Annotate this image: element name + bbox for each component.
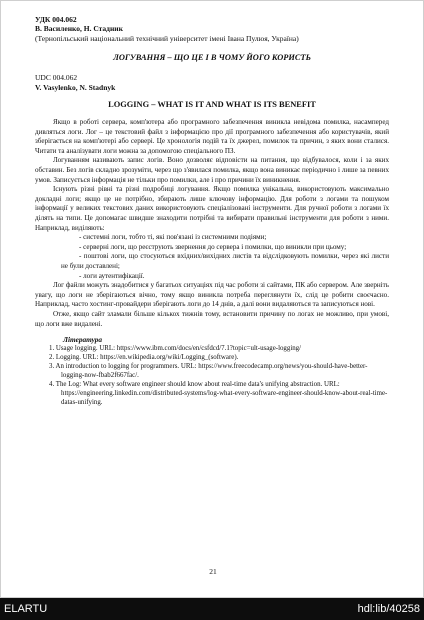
udc-en: UDC 004.062 bbox=[35, 73, 78, 83]
handle-id: hdl:lib/40258 bbox=[357, 603, 420, 615]
page-content bbox=[35, 15, 389, 407]
list-item-server-logs: - серверні логи, що реєструють звернення до сервера і помилки, що виникли при цьому; bbox=[79, 242, 347, 251]
reference-item: 4. The Log: What every software engineer should know about real-time data's unifying abstraction. URL: https://engineering.linkedin.com/distributed-systems/log-what-every-software-engineer-should-know-about-real-time-datas-unifying. bbox=[49, 380, 388, 406]
title-uk: ЛОГУВАННЯ – ЩО ЦЕ І В ЧОМУ ЙОГО КОРИСТЬ bbox=[113, 53, 311, 63]
list-item-system-logs: - системні логи, тобто ті, які пов'язані із системними подіями; bbox=[79, 233, 267, 242]
authors-uk: В. Василенко, Н. Стадник bbox=[35, 24, 123, 34]
body-paragraph-3: Існують різні рівні та різні подробиці логування. Якщо помилка унікальна, використовують максимально докладні логи; якщо це не потрібно, збирають лише ключову інформацію. Для роботи з логами та пошуком інформації у великих текстових даних використовують спеціалізовані інструменти. Для ручної роботи з логами їх ділять на типи. Це допомагає швидше знаходити потрібні та вибирати правильні інструменти для роботи з ними. Наприклад, виділяють: bbox=[35, 185, 389, 232]
body-paragraph-5: Отже, якщо сайт зламали більше кількох тижнів тому, встановити причину по логах не можливо, при умові, що логи вже видалені. bbox=[35, 309, 389, 328]
title-en: LOGGING – WHAT IS IT AND WHAT IS ITS BENEFIT bbox=[108, 100, 316, 110]
repository-footer-bar bbox=[0, 598, 424, 620]
repository-name: ELARTU bbox=[4, 603, 48, 615]
udc-uk: УДК 004.062 bbox=[35, 15, 77, 24]
body-paragraph-1: Якщо в роботі сервера, комп'ютера або програмного забезпечення виникла невідома помилка, насамперед дивляться логи. Лог – це текстовий файл з інформацією про дії програмного забезпечення або користувачів, який зберігається на комп'ютері або сервері. Це хронологія подій та їх джерел, помилок та причин, з яких вони сталися. Читати та аналізувати логи можна за допомогою спеціального ПЗ. bbox=[35, 118, 389, 155]
reference-item: 1. Usage logging. URL: https://www.ibm.com/docs/en/csfdcd/7.1?topic=ult-usage-logging/ bbox=[49, 345, 302, 353]
list-item-auth-logs: - логи аутентифікації. bbox=[79, 271, 145, 280]
references-list bbox=[35, 345, 389, 407]
list-item-mail-logs: - поштові логи, що стосуються вхідних/вихідних листів та відслідковують помилки, через які листи не були доставлені; bbox=[61, 252, 389, 270]
body-paragraph-2: Логуванням називають запис логів. Воно дозволяє відповісти на питання, що відбувалося, коли і за яких обставин. Без логів складно зрозуміти, через що з'явилася помилка, якщо вона виникає періодично і лише за певних умов. Записується інформація не тільки про помилки, але і про причини їх виникнення. bbox=[35, 156, 389, 184]
affiliation-uk: (Тернопільський національний технічний університет імені Івана Пулюя, Україна) bbox=[35, 33, 299, 43]
authors-en: V. Vasylenko, N. Stadnyk bbox=[35, 82, 116, 92]
page-number: 21 bbox=[209, 567, 217, 576]
references-heading: Література bbox=[63, 335, 103, 345]
reference-item: 3. An introduction to logging for programmers. URL: https://www.freecodecamp.org/news/you-should-have-better-logging-now-fbab2f667fac/. bbox=[49, 362, 368, 379]
body-paragraph-4: Лог файли можуть знадобитися у багатьох ситуаціях під час роботи зі сайтами, ПК або сервером. Але зверніть увагу, що логи не зберігаються вічно, тому якщо виникла потреба переглянути їх, слід це робити своєчасно. Наприклад, часто хостинг-провайдери зберігають логи до 14 днів, а далі вони видаляються та записуються нові. bbox=[35, 281, 389, 309]
reference-item: 2. Logging. URL: https://en.wikipedia.org/wiki/Logging_(software). bbox=[49, 354, 239, 361]
article-body bbox=[35, 118, 389, 329]
